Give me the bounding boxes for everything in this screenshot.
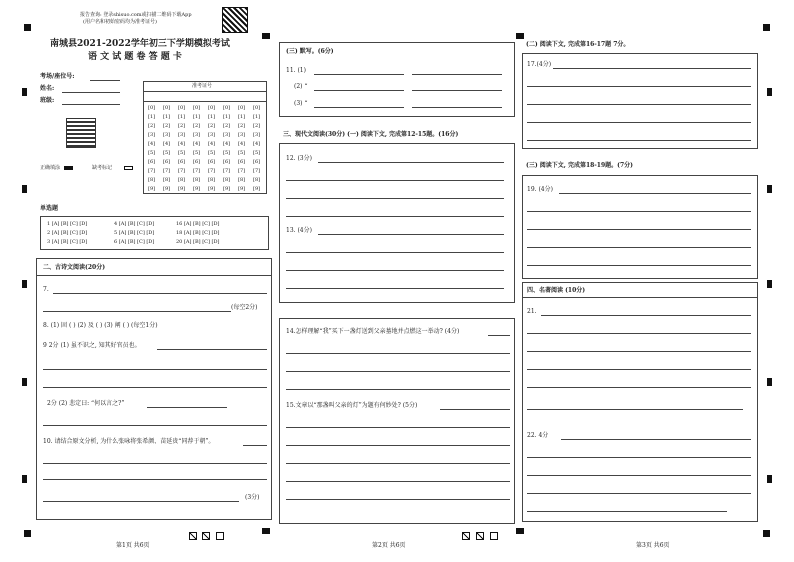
ticket-bubble[interactable]: [7]: [238, 168, 246, 174]
ticket-bubble[interactable]: [0]: [223, 105, 231, 111]
answer-line[interactable]: [43, 501, 239, 502]
answer-line[interactable]: [412, 107, 502, 108]
q11-2-label: (2) “: [294, 83, 308, 90]
room-seat-label: 考场/座位号:: [40, 73, 75, 80]
timing-mark: [767, 475, 772, 483]
answer-line[interactable]: [286, 252, 504, 253]
section-title: 四、名著阅读 (10分): [527, 287, 586, 294]
ticket-bubble[interactable]: [2]: [208, 123, 216, 129]
answer-line[interactable]: [527, 265, 751, 266]
correct-fill-label: 正确填涂: [40, 165, 61, 171]
ticket-bubble[interactable]: [3]: [223, 132, 231, 138]
ticket-bubble[interactable]: [5]: [178, 150, 186, 156]
answer-line[interactable]: [527, 475, 751, 476]
answer-line[interactable]: [527, 351, 751, 352]
ticket-bubble[interactable]: [3]: [193, 132, 201, 138]
ticket-bubble[interactable]: [8]: [193, 177, 201, 183]
ticket-bubble[interactable]: [3]: [238, 132, 246, 138]
q7-label: 7.: [43, 286, 49, 293]
answer-line[interactable]: [527, 122, 751, 123]
ticket-bubble[interactable]: [6]: [193, 159, 201, 165]
ticket-bubble[interactable]: [7]: [253, 168, 261, 174]
ticket-bubble[interactable]: [3]: [148, 132, 156, 138]
ticket-bubble[interactable]: [4]: [163, 141, 171, 147]
ticket-bubble[interactable]: [7]: [223, 168, 231, 174]
ticket-number-grid: [143, 81, 267, 194]
ticket-bubble[interactable]: [4]: [193, 141, 201, 147]
q7-score: (每空2分): [231, 304, 258, 311]
answer-line[interactable]: [527, 511, 727, 512]
answer-line[interactable]: [286, 389, 510, 390]
ticket-bubble[interactable]: [4]: [148, 141, 156, 147]
answer-line[interactable]: [541, 315, 751, 316]
ticket-bubble[interactable]: [6]: [163, 159, 171, 165]
ticket-bubble[interactable]: [4]: [208, 141, 216, 147]
registration-mark: [763, 530, 770, 537]
ticket-bubble[interactable]: [8]: [148, 177, 156, 183]
answer-line[interactable]: [553, 68, 751, 69]
q10-score: (3分): [245, 494, 260, 501]
mc-row[interactable]: 16 [A] [B] [C] [D]: [176, 221, 220, 227]
answer-line[interactable]: [286, 481, 510, 482]
answer-line[interactable]: [43, 479, 267, 480]
timing-mark: [767, 185, 772, 193]
timing-mark: [22, 280, 27, 288]
page-marker-icon: [189, 532, 197, 540]
page-number: 第1页 共6页: [116, 542, 150, 549]
answer-line[interactable]: [527, 86, 751, 87]
timing-mark: [767, 88, 772, 96]
mc-row[interactable]: 5 [A] [B] [C] [D]: [114, 230, 155, 236]
answer-line[interactable]: [314, 107, 404, 108]
answer-line[interactable]: [43, 463, 267, 464]
report-tip: 报告查询: 登录shisuo.com或扫描二维码下载App: [80, 12, 192, 18]
registration-mark: [763, 24, 770, 31]
registration-mark: [24, 24, 31, 31]
answer-line[interactable]: [53, 293, 267, 294]
timing-mark: [262, 33, 270, 39]
answer-line[interactable]: [527, 140, 751, 141]
ticket-bubble[interactable]: [8]: [208, 177, 216, 183]
ticket-bubble[interactable]: [0]: [178, 105, 186, 111]
timing-mark: [22, 378, 27, 386]
mc-row[interactable]: 4 [A] [B] [C] [D]: [114, 221, 155, 227]
ticket-bubble[interactable]: [1]: [208, 114, 216, 120]
timing-mark: [22, 88, 27, 96]
classics-panel: [522, 282, 758, 522]
ticket-bubble[interactable]: [2]: [223, 123, 231, 129]
mc-row[interactable]: 6 [A] [B] [C] [D]: [114, 239, 155, 245]
answer-line[interactable]: [43, 387, 267, 388]
mc-row[interactable]: 18 [A] [B] [C] [D]: [176, 230, 220, 236]
answer-line[interactable]: [286, 180, 504, 181]
ticket-bubble[interactable]: [3]: [163, 132, 171, 138]
ticket-bubble[interactable]: [0]: [148, 105, 156, 111]
exam-subtitle: 语 文 试 题 卷 答 题 卡: [88, 52, 182, 62]
timing-mark: [22, 475, 27, 483]
answer-line[interactable]: [43, 311, 231, 312]
ticket-bubble[interactable]: [5]: [208, 150, 216, 156]
timing-mark: [262, 528, 270, 534]
correct-fill-sample: [64, 166, 73, 170]
mc-row[interactable]: 1 [A] [B] [C] [D]: [47, 221, 88, 227]
q9a-label: 9 2分 (1) 虽不识之, 知其好官员也。: [43, 342, 141, 349]
answer-line[interactable]: [527, 409, 743, 410]
reading-panel-16-17: [522, 53, 758, 149]
ticket-bubble[interactable]: [9]: [193, 186, 201, 192]
class-field[interactable]: [62, 104, 120, 105]
q15-label: 15.文章以“那盏叫父亲的灯”为题有何妙处? (5分): [286, 402, 418, 409]
answer-line[interactable]: [286, 463, 510, 464]
timing-mark: [767, 378, 772, 386]
timing-mark: [767, 280, 772, 288]
answer-line[interactable]: [286, 499, 510, 500]
ticket-bubble[interactable]: [3]: [253, 132, 261, 138]
section-title: (三) 阅读下文, 完成第18-19题。(7分): [526, 162, 633, 169]
ticket-bubble[interactable]: [9]: [148, 186, 156, 192]
section-title: 二、古诗文阅读(20分): [43, 264, 106, 271]
ticket-bubble[interactable]: [7]: [148, 168, 156, 174]
answer-line[interactable]: [527, 211, 751, 212]
ticket-bubble[interactable]: [1]: [223, 114, 231, 120]
mc-title: 单选题: [40, 205, 59, 212]
mc-row[interactable]: 20 [A] [B] [C] [D]: [176, 239, 220, 245]
page-marker-icon: [202, 532, 210, 540]
ticket-bubble[interactable]: [1]: [163, 114, 171, 120]
ticket-bubble[interactable]: [9]: [253, 186, 261, 192]
ticket-bubble[interactable]: [8]: [238, 177, 246, 183]
answer-line[interactable]: [43, 425, 267, 426]
ticket-bubble[interactable]: [3]: [208, 132, 216, 138]
recitation-panel: [279, 42, 515, 117]
ticket-bubble[interactable]: [4]: [178, 141, 186, 147]
answer-line[interactable]: [527, 457, 751, 458]
ticket-bubble[interactable]: [2]: [253, 123, 261, 129]
modern-reading-panel: [279, 143, 515, 303]
timing-mark: [22, 185, 27, 193]
student-qr-code: [66, 118, 96, 148]
ticket-bubble[interactable]: [5]: [193, 150, 201, 156]
ticket-bubble[interactable]: [0]: [238, 105, 246, 111]
section-title: (二) 阅读下文, 完成第16-17题 7分。: [526, 41, 630, 48]
ticket-bubble[interactable]: [0]: [193, 105, 201, 111]
q22-label: 22. 4分: [527, 432, 549, 439]
answer-line[interactable]: [318, 234, 504, 235]
ticket-bubble[interactable]: [6]: [148, 159, 156, 165]
timing-mark: [516, 33, 524, 39]
q11-1-label: 11. (1): [286, 67, 306, 74]
classical-reading-panel: [36, 258, 272, 520]
ticket-bubble[interactable]: [8]: [163, 177, 171, 183]
ticket-bubble[interactable]: [2]: [148, 123, 156, 129]
ticket-bubble[interactable]: [9]: [223, 186, 231, 192]
name-field[interactable]: [62, 92, 120, 93]
answer-line[interactable]: [440, 409, 510, 410]
q9b-label: 2分 (2) 悲定曰: “何以言之?”: [47, 400, 125, 407]
answer-line[interactable]: [488, 335, 510, 336]
ticket-bubble[interactable]: [9]: [238, 186, 246, 192]
page-marker-icon: [490, 532, 498, 540]
ticket-bubble[interactable]: [4]: [253, 141, 261, 147]
answer-line[interactable]: [527, 104, 751, 105]
ticket-bubble[interactable]: [2]: [178, 123, 186, 129]
answer-line[interactable]: [412, 90, 502, 91]
q14-label: 14.怎样理解“我”买下一盏灯送到父亲墓地并点燃这一举动? (4分): [286, 328, 460, 335]
ticket-bubble[interactable]: [7]: [178, 168, 186, 174]
page-number: 第3页 共6页: [636, 542, 670, 549]
ticket-bubble[interactable]: [9]: [163, 186, 171, 192]
section-title: 三、现代文阅读(30分) (一) 阅读下文, 完成第12-15题。(16分): [283, 131, 459, 138]
ticket-bubble[interactable]: [0]: [253, 105, 261, 111]
ticket-bubble[interactable]: [7]: [163, 168, 171, 174]
download-qr-code: [222, 7, 248, 33]
ticket-bubble[interactable]: [1]: [238, 114, 246, 120]
answer-line[interactable]: [527, 387, 751, 388]
q19-label: 19. (4分): [527, 186, 553, 193]
answer-line[interactable]: [561, 439, 751, 440]
ticket-bubble[interactable]: [7]: [208, 168, 216, 174]
page-number: 第2页 共6页: [372, 542, 406, 549]
page-marker-icon: [476, 532, 484, 540]
ticket-bubble[interactable]: [9]: [208, 186, 216, 192]
timing-mark: [516, 528, 524, 534]
ticket-number-label: 准考证号: [192, 83, 213, 89]
answer-line[interactable]: [286, 198, 504, 199]
missing-mark-label: 缺考标记: [92, 165, 113, 171]
name-label: 姓名:: [40, 85, 55, 92]
class-label: 班级:: [40, 97, 55, 104]
page-marker-icon: [216, 532, 224, 540]
ticket-bubble[interactable]: [1]: [148, 114, 156, 120]
ticket-bubble[interactable]: [2]: [193, 123, 201, 129]
ticket-bubble[interactable]: [0]: [208, 105, 216, 111]
ticket-bubble[interactable]: [6]: [238, 159, 246, 165]
ticket-bubble[interactable]: [5]: [148, 150, 156, 156]
q10-label: 10. 请结合原文分析, 为什么张咏将张希颜、苗延贵“同荐于朝”。: [43, 438, 215, 445]
ticket-bubble[interactable]: [1]: [253, 114, 261, 120]
missing-mark-box[interactable]: [124, 166, 133, 170]
ticket-bubble[interactable]: [2]: [238, 123, 246, 129]
answer-line[interactable]: [527, 229, 751, 230]
q12-label: 12. (3分): [286, 155, 312, 162]
registration-mark: [24, 530, 31, 537]
answer-line[interactable]: [314, 74, 404, 75]
q17-label: 17.(4分): [527, 61, 552, 68]
ticket-bubble[interactable]: [5]: [223, 150, 231, 156]
answer-line[interactable]: [412, 74, 502, 75]
room-seat-field[interactable]: [90, 80, 120, 81]
answer-line[interactable]: [43, 369, 267, 370]
ticket-bubble[interactable]: [6]: [223, 159, 231, 165]
ticket-bubble[interactable]: [8]: [178, 177, 186, 183]
q8-label: 8. (1) 固 ( ) (2) 及 ( ) (3) 阐 ( ) (每空1分): [43, 322, 158, 329]
section-title: (三) 默写。(6分): [286, 48, 334, 55]
report-tip-note: (用户名和初始密码均为准考证号): [83, 19, 157, 25]
ticket-bubble[interactable]: [5]: [238, 150, 246, 156]
answer-line[interactable]: [559, 193, 751, 194]
answer-line[interactable]: [527, 333, 751, 334]
exam-title: 南城县2021-2022学年初三下学期模拟考试: [50, 39, 230, 49]
q11-3-label: (3) “: [294, 100, 308, 107]
answer-line[interactable]: [527, 493, 751, 494]
answer-line[interactable]: [157, 349, 267, 350]
answer-line[interactable]: [243, 445, 267, 446]
ticket-bubble[interactable]: [5]: [163, 150, 171, 156]
reading-panel-18-19: [522, 175, 758, 279]
ticket-bubble[interactable]: [4]: [238, 141, 246, 147]
ticket-bubble[interactable]: [6]: [208, 159, 216, 165]
ticket-bubble[interactable]: [5]: [253, 150, 261, 156]
mc-answer-grid: [40, 216, 269, 250]
answer-line[interactable]: [527, 369, 751, 370]
answer-line[interactable]: [286, 216, 504, 217]
q21-label: 21.: [527, 308, 537, 315]
answer-line[interactable]: [318, 162, 504, 163]
ticket-bubble[interactable]: [6]: [178, 159, 186, 165]
ticket-bubble[interactable]: [3]: [178, 132, 186, 138]
answer-line[interactable]: [286, 445, 510, 446]
ticket-bubble[interactable]: [6]: [253, 159, 261, 165]
answer-line[interactable]: [527, 247, 751, 248]
ticket-bubble[interactable]: [2]: [163, 123, 171, 129]
ticket-bubble[interactable]: [1]: [193, 114, 201, 120]
ticket-bubble[interactable]: [8]: [223, 177, 231, 183]
ticket-bubble[interactable]: [4]: [223, 141, 231, 147]
ticket-bubble[interactable]: [1]: [178, 114, 186, 120]
mc-row[interactable]: 3 [A] [B] [C] [D]: [47, 239, 88, 245]
mc-row[interactable]: 2 [A] [B] [C] [D]: [47, 230, 88, 236]
answer-line[interactable]: [147, 407, 227, 408]
ticket-bubble[interactable]: [8]: [253, 177, 261, 183]
ticket-bubble[interactable]: [7]: [193, 168, 201, 174]
answer-line[interactable]: [286, 353, 510, 354]
answer-line[interactable]: [286, 288, 504, 289]
page-marker-icon: [462, 532, 470, 540]
answer-line[interactable]: [286, 270, 504, 271]
ticket-bubble[interactable]: [9]: [178, 186, 186, 192]
modern-reading-panel-2: [279, 318, 515, 524]
q13-label: 13. (4分): [286, 227, 312, 234]
answer-line[interactable]: [286, 371, 510, 372]
ticket-bubble[interactable]: [0]: [163, 105, 171, 111]
answer-line[interactable]: [286, 427, 510, 428]
answer-line[interactable]: [314, 90, 404, 91]
